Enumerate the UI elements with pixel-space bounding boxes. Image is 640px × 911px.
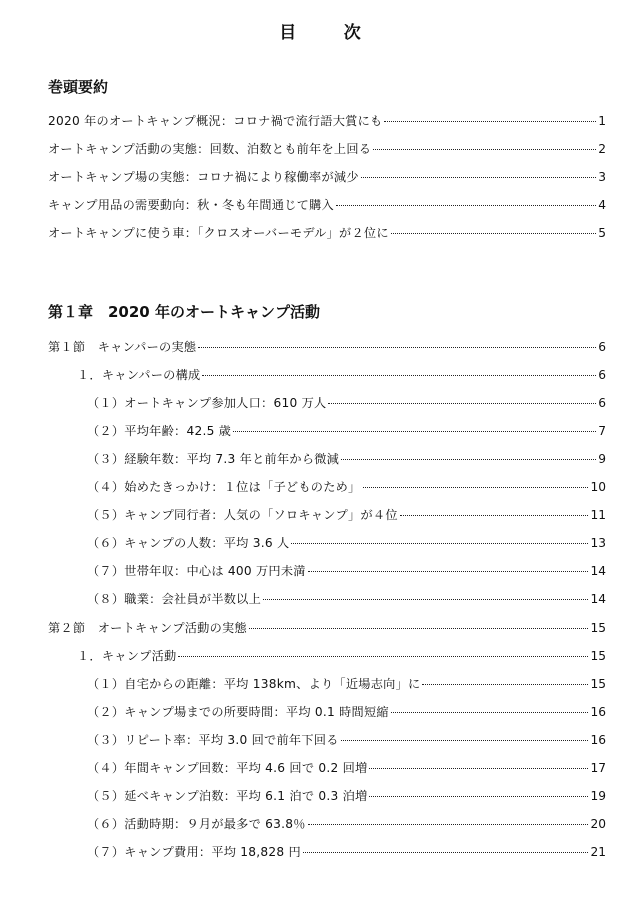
- dot-leader: [202, 375, 596, 376]
- toc-entry-page: 2: [598, 142, 606, 156]
- toc-entry-page: 14: [590, 592, 606, 606]
- toc-entry-page: 6: [598, 396, 606, 410]
- toc-entry-text: （３）リピート率：平均 3.0 回で前年下回る: [87, 733, 339, 747]
- toc-entry[interactable]: [0, 506, 606, 526]
- dot-leader: [363, 487, 589, 488]
- dot-leader: [308, 571, 589, 572]
- dot-leader: [303, 852, 589, 853]
- toc-entry[interactable]: [0, 478, 606, 498]
- dot-leader: [233, 431, 596, 432]
- dot-leader: [291, 543, 588, 544]
- toc-entry[interactable]: [0, 815, 606, 835]
- toc-entry-text: （３）経験年数：平均 7.3 年と前年から微減: [87, 452, 340, 466]
- toc-entry-page: 15: [590, 677, 606, 691]
- toc-entry-page: 4: [598, 198, 606, 212]
- chapter-heading: 第１章 2020 年のオートキャンプ活動: [48, 303, 320, 321]
- toc-entry[interactable]: [0, 731, 606, 751]
- dot-leader: [341, 740, 589, 741]
- toc-entry-text: （６）活動時期：９月が最多で 63.8％: [87, 817, 306, 831]
- toc-entry-text: （２）キャンプ場までの所要時間：平均 0.1 時間短縮: [87, 705, 389, 719]
- toc-entry-page: 15: [590, 649, 606, 663]
- dot-leader: [341, 459, 596, 460]
- toc-entry-text: キャンプ用品の需要動向：秋・冬も年間通じて購入: [48, 198, 334, 212]
- page-title: 目 次: [279, 23, 377, 43]
- toc-entry-page: 6: [598, 340, 606, 354]
- toc-entry-text: （６）キャンプの人数：平均 3.6 人: [87, 536, 290, 550]
- toc-entry[interactable]: [0, 759, 606, 779]
- toc-entry-page: 3: [598, 170, 606, 184]
- toc-entry-page: 13: [590, 536, 606, 550]
- toc-entry-page: 14: [590, 564, 606, 578]
- toc-entry-page: 19: [590, 789, 606, 803]
- toc-entry-page: 6: [598, 368, 606, 382]
- toc-entry[interactable]: [0, 590, 606, 610]
- toc-entry[interactable]: [0, 168, 606, 188]
- toc-entry[interactable]: [0, 562, 606, 582]
- toc-entry-text: （２）平均年齢：42.5 歳: [87, 424, 232, 438]
- toc-entry[interactable]: [0, 196, 606, 216]
- toc-entry-text: （５）延べキャンプ泊数：平均 6.1 泊で 0.3 泊増: [87, 789, 368, 803]
- dot-leader: [369, 796, 588, 797]
- toc-entry-page: 17: [590, 761, 606, 775]
- toc-entry[interactable]: [0, 843, 606, 863]
- toc-entry[interactable]: [0, 619, 606, 639]
- toc-entry[interactable]: [0, 366, 606, 386]
- toc-entry-page: 1: [598, 114, 606, 128]
- dot-leader: [361, 177, 596, 178]
- toc-entry-text: （７）世帯年収：中心は 400 万円未満: [87, 564, 306, 578]
- toc-entry-text: １．キャンプ活動: [77, 649, 177, 663]
- dot-leader: [178, 656, 588, 657]
- toc-entry-text: 2020 年のオートキャンプ概況：コロナ禍で流行語大賞にも: [48, 114, 383, 128]
- toc-entry-page: 15: [590, 621, 606, 635]
- dot-leader: [328, 403, 596, 404]
- summary-heading: 巻頭要約: [48, 78, 109, 96]
- toc-entry-text: オートキャンプ場の実態：コロナ禍により稼働率が減少: [48, 170, 359, 184]
- toc-entry-text: （４）年間キャンプ回数：平均 4.6 回で 0.2 回増: [87, 761, 368, 775]
- toc-entry[interactable]: [0, 394, 606, 414]
- toc-entry-page: 11: [590, 508, 606, 522]
- toc-entry-text: （１）自宅からの距離：平均 138km、より「近場志向」に: [87, 677, 421, 691]
- toc-entry[interactable]: [0, 338, 606, 358]
- toc-entry[interactable]: [0, 140, 606, 160]
- dot-leader: [400, 515, 589, 516]
- dot-leader: [391, 233, 596, 234]
- toc-entry[interactable]: [0, 224, 606, 244]
- dot-leader: [369, 768, 588, 769]
- toc-entry-text: （７）キャンプ費用：平均 18,828 円: [87, 845, 301, 859]
- toc-entry-page: 9: [598, 452, 606, 466]
- toc-entry-text: オートキャンプ活動の実態：回数、泊数とも前年を上回る: [48, 142, 372, 156]
- toc-entry[interactable]: [0, 647, 606, 667]
- dot-leader: [198, 347, 596, 348]
- dot-leader: [391, 712, 589, 713]
- toc-entry-page: 5: [598, 226, 606, 240]
- toc-entry[interactable]: [0, 787, 606, 807]
- toc-entry-text: （４）始めたきっかけ：１位は「子どものため」: [87, 480, 361, 494]
- toc-entry-text: １．キャンパーの構成: [77, 368, 201, 382]
- toc-entry-page: 16: [590, 733, 606, 747]
- dot-leader: [422, 684, 588, 685]
- toc-entry[interactable]: [0, 450, 606, 470]
- toc-entry-page: 20: [590, 817, 606, 831]
- toc-entry-text: （８）職業：会社員が半数以上: [87, 592, 262, 606]
- toc-entry[interactable]: [0, 422, 606, 442]
- dot-leader: [373, 149, 596, 150]
- toc-entry[interactable]: [0, 675, 606, 695]
- toc-entry-text: （５）キャンプ同行者：人気の「ソロキャンプ」が４位: [87, 508, 398, 522]
- dot-leader: [308, 824, 589, 825]
- toc-entry[interactable]: [0, 112, 606, 132]
- toc-entry-text: オートキャンプに使う車：「クロスオーバーモデル」が２位に: [48, 226, 389, 240]
- toc-entry-text: （１）オートキャンプ参加人口：610 万人: [87, 396, 327, 410]
- toc-entry-page: 16: [590, 705, 606, 719]
- toc-entry-page: 10: [590, 480, 606, 494]
- toc-entry[interactable]: [0, 534, 606, 554]
- toc-entry-text: 第１節 キャンパーの実態: [48, 340, 197, 354]
- toc-entry-page: 21: [590, 845, 606, 859]
- dot-leader: [384, 121, 596, 122]
- dot-leader: [263, 599, 588, 600]
- toc-entry-text: 第２節 オートキャンプ活動の実態: [48, 621, 247, 635]
- dot-leader: [249, 628, 589, 629]
- dot-leader: [336, 205, 596, 206]
- toc-entry[interactable]: [0, 703, 606, 723]
- toc-entry-page: 7: [598, 424, 606, 438]
